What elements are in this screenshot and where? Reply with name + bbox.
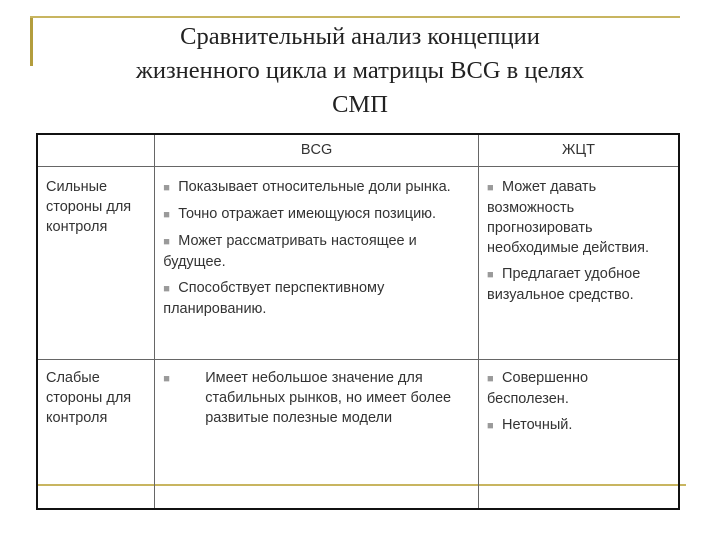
square-bullet-icon: ■ (487, 373, 494, 385)
list-item: ■ Имеет небольшое значение для стабильных рынков, но имеет более развитые полезные модели (163, 370, 452, 426)
table-row (37, 360, 679, 510)
square-bullet-icon: ■ (163, 182, 170, 194)
list-item: ■ Может рассматривать настоящее и будущее. (163, 233, 417, 270)
decorative-top-line (30, 16, 680, 18)
weaknesses-bcg-cell (155, 360, 479, 510)
square-bullet-icon: ■ (487, 269, 494, 281)
list-item: ■ Неточный. (487, 415, 672, 436)
list-item: ■ Способствует перспективному планированию. (163, 280, 385, 317)
list-item: ■ Совершенно бесполезен. (487, 370, 589, 407)
header-empty-cell (37, 134, 155, 167)
title-line-2: жизненного цикла и матрицы BCG в целях (135, 57, 585, 84)
row-label-weaknesses: Слабые стороны для контроля (37, 360, 155, 510)
strengths-bcg-cell (155, 167, 479, 360)
title-line-1: Сравнительный анализ концепции (180, 23, 540, 50)
square-bullet-icon: ■ (163, 373, 170, 385)
square-bullet-icon: ■ (487, 420, 494, 432)
row-label-strengths: Сильные стороны для контроля (37, 167, 155, 360)
list-item: ■ Показывает относительные доли рынка. (163, 177, 472, 198)
title-line-3: СМП (332, 91, 388, 118)
square-bullet-icon: ■ (163, 209, 170, 221)
square-bullet-icon: ■ (487, 182, 494, 194)
decorative-vertical-line (30, 16, 33, 66)
list-item: ■ Точно отражает имеющуюся позицию. (163, 204, 472, 225)
strengths-zhct-cell (479, 167, 680, 360)
table-row (37, 167, 679, 360)
comparison-table (36, 133, 680, 510)
header-bcg: BCG (155, 134, 479, 167)
slide-title (40, 20, 680, 122)
table-header-row (37, 134, 679, 167)
list-item: ■ Предлагает удобное визуальное средство. (487, 266, 641, 303)
header-zhct: ЖЦТ (479, 134, 680, 167)
weaknesses-zhct-cell (479, 360, 680, 510)
list-item: ■ Может давать возможность прогнозировать необходимые действия. (487, 179, 650, 256)
square-bullet-icon: ■ (163, 236, 170, 248)
square-bullet-icon: ■ (163, 283, 170, 295)
